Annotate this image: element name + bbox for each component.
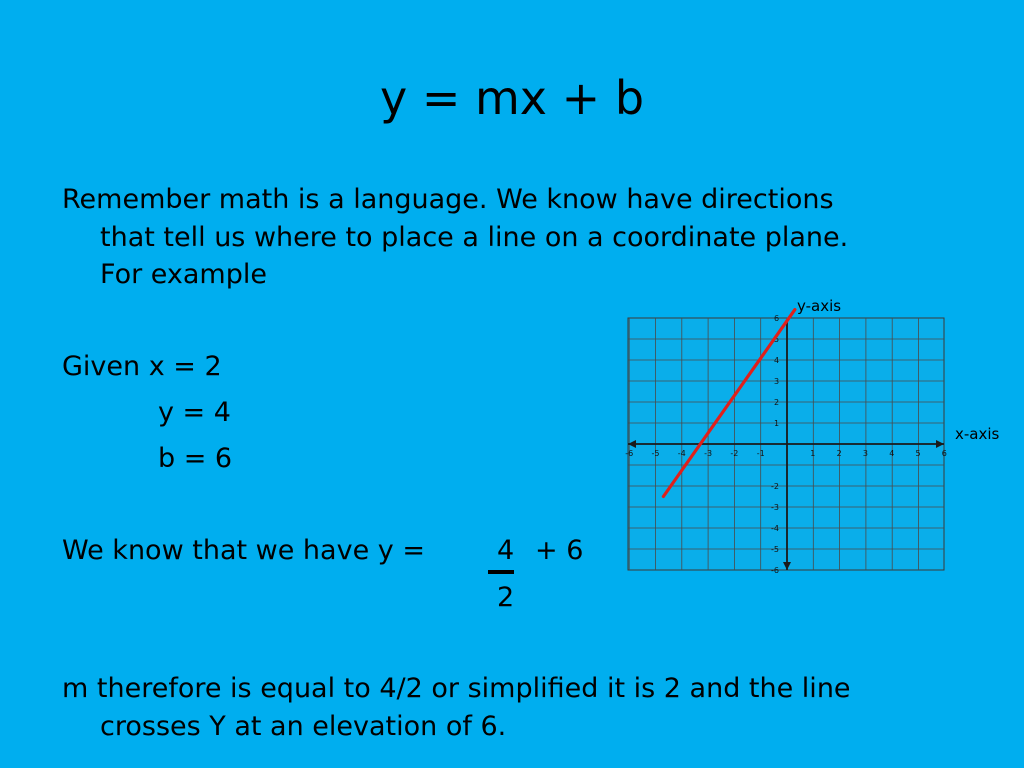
y-tick-label: 5 — [774, 335, 780, 344]
x-tick-label: 4 — [889, 449, 895, 458]
slide-title: y = mx + b — [379, 71, 645, 125]
intro-line-1: Remember math is a language. We know have directions — [62, 184, 834, 215]
x-tick-label: -4 — [677, 449, 686, 458]
x-tick-label: -5 — [651, 449, 660, 458]
x-tick-label: -2 — [730, 449, 739, 458]
given-y: y = 4 — [158, 397, 231, 428]
y-tick-label: -6 — [771, 566, 779, 575]
equation-prefix: We know that we have y = — [62, 535, 425, 566]
y-tick-label: 3 — [774, 377, 780, 386]
y-tick-label: 1 — [774, 419, 780, 428]
x-tick-label: 5 — [915, 449, 921, 458]
x-tick-label: -3 — [704, 449, 713, 458]
intro-line-3: For example — [100, 259, 267, 290]
y-tick-label: -3 — [771, 503, 779, 512]
x-tick-label: 2 — [836, 449, 842, 458]
y-tick-label: -5 — [771, 545, 779, 554]
equation-denominator: 2 — [497, 582, 515, 613]
y-tick-label: 2 — [774, 398, 780, 407]
y-tick-label: -2 — [771, 482, 779, 491]
conclusion-line-2: crosses Y at an elevation of 6. — [100, 711, 507, 742]
x-tick-label: 6 — [941, 449, 947, 458]
y-tick-label: -4 — [771, 524, 779, 533]
conclusion-line-1: m therefore is equal to 4/2 or simplified it is 2 and the line — [62, 673, 851, 704]
equation-suffix: + 6 — [535, 535, 584, 566]
y-tick-label: 6 — [774, 314, 780, 323]
equation-numerator: 4 — [497, 535, 515, 566]
y-tick-label: 4 — [774, 356, 780, 365]
x-tick-label: -1 — [756, 449, 765, 458]
y-axis-label: y-axis — [797, 297, 842, 315]
x-tick-label: 3 — [862, 449, 868, 458]
x-tick-label: -6 — [625, 449, 634, 458]
given-b: b = 6 — [158, 443, 233, 474]
x-axis-label: x-axis — [955, 425, 1000, 443]
given-x: Given x = 2 — [62, 351, 222, 382]
x-tick-label: 1 — [810, 449, 816, 458]
intro-line-2: that tell us where to place a line on a coordinate plane. — [100, 222, 849, 253]
